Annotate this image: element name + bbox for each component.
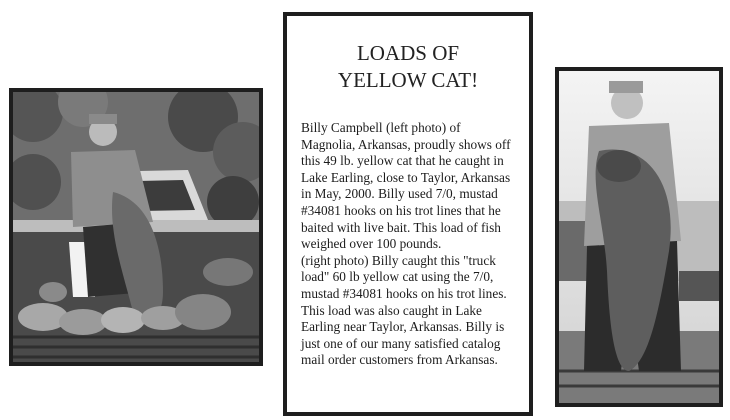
left-photo <box>9 88 263 366</box>
article-paragraph-1: Billy Campbell (left photo) of Magnolia, Arkansas, proudly shows off this 49 lb. yellow cat that he caught in Lake Earling, close to Taylor, Arkansas in May, 2000. Billy used 7/0, mustad #34081 hooks on his trot lines that he baited with live bait. This load of fish weighed over 100 pounds. <box>301 120 511 252</box>
right-photo <box>555 67 723 407</box>
title-line-2: YELLOW CAT! <box>337 68 479 92</box>
right-photo-image <box>559 71 719 403</box>
article-title <box>301 40 515 94</box>
left-photo-image <box>13 92 259 362</box>
article-box <box>283 12 533 416</box>
fish-pile <box>18 303 68 331</box>
article-paragraph-2: (right photo) Billy caught this "truck load" 60 lb yellow cat using the 7/0, mustad #34081 hooks on his trot lines. This load was also caught in Lake Earling near Taylor, Arkansas. Billy is just one of our many satisfied catalog mail order customers from Arkansas. <box>301 252 507 368</box>
title-line-1: LOADS OF <box>356 41 460 65</box>
article-body <box>301 120 515 369</box>
